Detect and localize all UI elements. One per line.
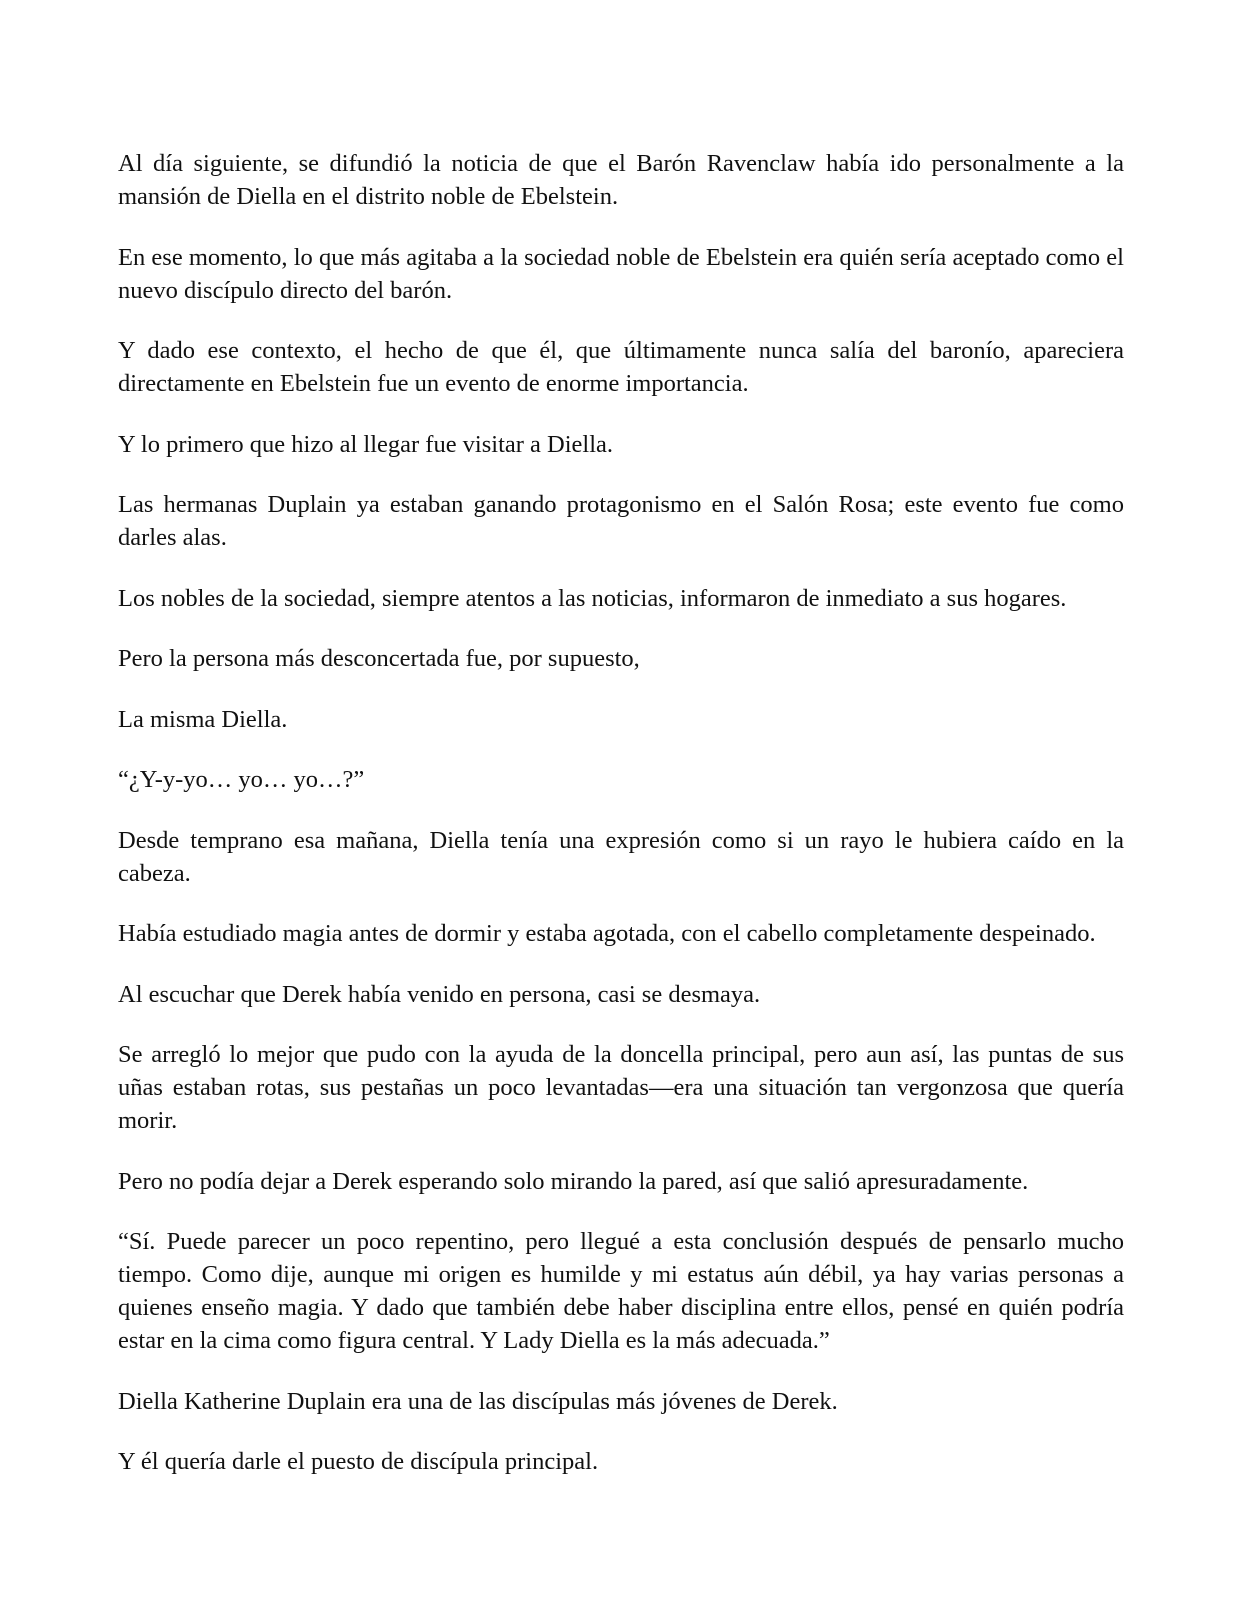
paragraph-2: En ese momento, lo que más agitaba a la sociedad noble de Ebelstein era quién sería aceptado como el nuevo discípulo directo del barón.: [118, 243, 1124, 304]
paragraph-12: Al escuchar que Derek había venido en persona, casi se desmaya.: [118, 980, 761, 1008]
paragraph-8: La misma Diella.: [118, 705, 288, 733]
paragraph-15: “Sí. Puede parecer un poco repentino, pero llegué a esta conclusión después de pensarlo mucho tiempo. Como dije, aunque mi origen es humilde y mi estatus aún débil, ya hay varias personas a quienes enseño magia. Y dado que también debe haber disciplina entre ellos, pensé en quién podría estar en la cima como figura central. Y Lady Diella es la más adecuada.”: [118, 1228, 1124, 1354]
paragraph-9: “¿Y-y-yo… yo… yo…?”: [118, 766, 365, 793]
paragraph-10: Desde temprano esa mañana, Diella tenía una expresión como si un rayo le hubiera caído en la cabeza.: [118, 826, 1124, 887]
paragraph-1: Al día siguiente, se difundió la noticia de que el Barón Ravenclaw había ido personalmente a la mansión de Diella en el distrito noble de Ebelstein.: [118, 150, 1124, 210]
paragraph-3: Y dado ese contexto, el hecho de que él, que últimamente nunca salía del baronío, apareciera directamente en Ebelstein fue un evento de enorme importancia.: [118, 337, 1124, 397]
paragraph-17: Y él quería darle el puesto de discípula principal.: [118, 1448, 599, 1475]
document-page: [118, 147, 1124, 1506]
paragraph-14: Pero no podía dejar a Derek esperando solo mirando la pared, así que salió apresuradamente.: [118, 1167, 1029, 1195]
paragraph-6: Los nobles de la sociedad, siempre atentos a las noticias, informaron de inmediato a sus hogares.: [118, 584, 1067, 612]
paragraph-7: Pero la persona más desconcertada fue, por supuesto,: [118, 645, 640, 672]
paragraph-4: Y lo primero que hizo al llegar fue visitar a Diella.: [118, 430, 614, 458]
paragraph-13: Se arregló lo mejor que pudo con la ayuda de la doncella principal, pero aun así, las puntas de sus uñas estaban rotas, sus pestañas un poco levantadas—era una situación tan vergonzosa que quería morir.: [118, 1041, 1124, 1134]
paragraph-11: Había estudiado magia antes de dormir y estaba agotada, con el cabello completamente despeinado.: [118, 920, 1096, 947]
paragraph-5: Las hermanas Duplain ya estaban ganando protagonismo en el Salón Rosa; este evento fue como darles alas.: [118, 491, 1124, 551]
paragraph-16: Diella Katherine Duplain era una de las discípulas más jóvenes de Derek.: [118, 1387, 838, 1415]
